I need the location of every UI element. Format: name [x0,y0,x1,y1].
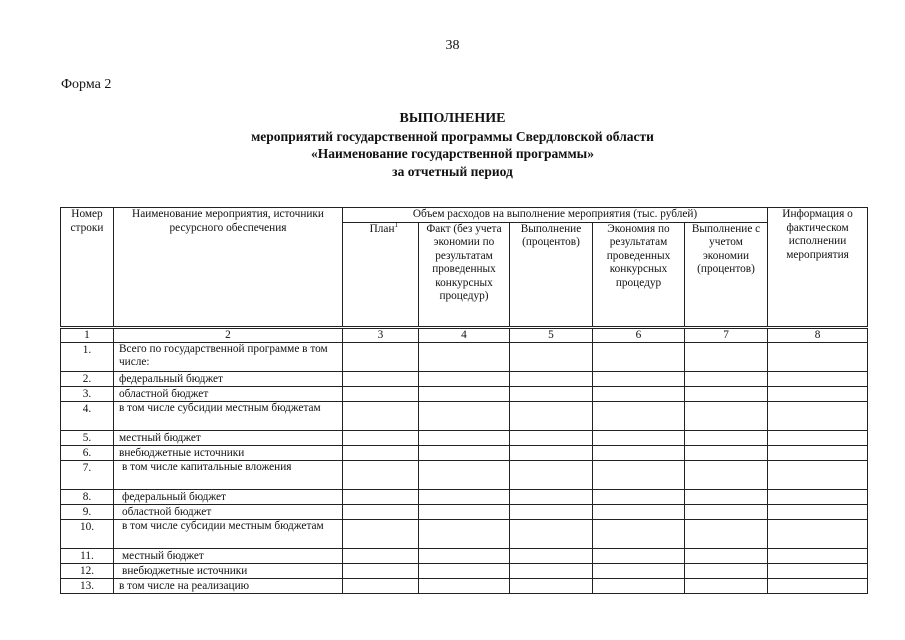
table-row [61,578,868,593]
value-cell [510,563,593,578]
row-number-cell: 2. [61,371,114,386]
value-cell [419,460,510,489]
row-name-cell: внебюджетные источники [114,445,343,460]
value-cell [510,460,593,489]
value-cell [593,504,685,519]
row-number-cell: 4. [61,401,114,430]
value-cell [685,342,768,371]
value-cell [510,504,593,519]
table-row [61,401,868,430]
title-line-3: «Наименование государственной программы» [311,146,594,161]
value-cell [419,342,510,371]
value-cell [593,401,685,430]
value-cell [510,371,593,386]
value-cell [343,519,419,548]
value-cell [593,548,685,563]
value-cell [685,401,768,430]
value-cell [768,519,868,548]
header-row-number: Номер строки [61,208,114,327]
table-row [61,504,868,519]
value-cell [419,386,510,401]
value-cell [685,519,768,548]
value-cell [685,386,768,401]
row-number-cell: 11. [61,548,114,563]
header-name: Наименование мероприятия, источники ресурсного обеспечения [114,208,343,327]
row-name-cell: федеральный бюджет [114,371,343,386]
column-number: 2 [114,328,343,342]
row-name-cell: в том числе субсидии местным бюджетам [114,401,343,430]
row-name-cell: в том числе капитальные вложения [114,460,343,489]
row-name-cell: в том числе на реализацию [114,578,343,593]
header-fact: Факт (без учета экономии по результатам проведенных конкурсных процедур) [419,222,510,326]
value-cell [685,460,768,489]
value-cell [768,548,868,563]
value-cell [343,548,419,563]
value-cell [343,504,419,519]
value-cell [768,371,868,386]
value-cell [768,460,868,489]
row-number-cell: 6. [61,445,114,460]
value-cell [419,563,510,578]
value-cell [685,489,768,504]
value-cell [768,504,868,519]
column-number: 6 [593,328,685,342]
row-name-cell: местный бюджет [114,430,343,445]
value-cell [593,563,685,578]
value-cell [685,430,768,445]
row-number-cell: 10. [61,519,114,548]
row-number-cell: 8. [61,489,114,504]
value-cell [685,563,768,578]
value-cell [419,430,510,445]
value-cell [510,489,593,504]
table-row [61,519,868,548]
table-row [61,460,868,489]
table-header [61,208,868,343]
title-line-1: ВЫПОЛНЕНИЕ [399,111,506,126]
row-name-cell: областной бюджет [114,504,343,519]
value-cell [685,548,768,563]
value-cell [593,519,685,548]
table-row [61,489,868,504]
row-number-cell: 7. [61,460,114,489]
table-body [61,342,868,593]
value-cell [510,548,593,563]
report-table [60,207,868,594]
column-numbers-row [61,328,868,342]
value-cell [768,563,868,578]
document-title [0,110,905,180]
column-number: 1 [61,328,114,342]
value-cell [419,548,510,563]
row-name-cell: федеральный бюджет [114,489,343,504]
table-row [61,563,868,578]
row-name-cell: в том числе субсидии местным бюджетам [114,519,343,548]
value-cell [768,430,868,445]
value-cell [593,460,685,489]
row-name-cell: Всего по государственной программе в том числе: [114,342,343,371]
column-number: 7 [685,328,768,342]
row-name-cell: внебюджетные источники [114,563,343,578]
row-name-cell: областной бюджет [114,386,343,401]
header-execution: Выполнение (процентов) [510,222,593,326]
value-cell [343,401,419,430]
value-cell [510,519,593,548]
value-cell [768,578,868,593]
value-cell [510,578,593,593]
value-cell [419,445,510,460]
value-cell [343,489,419,504]
value-cell [593,371,685,386]
value-cell [510,401,593,430]
row-number-cell: 3. [61,386,114,401]
header-info: Информация о фактическом исполнении мероприятия [768,208,868,327]
value-cell [343,430,419,445]
table-row [61,548,868,563]
title-line-2: мероприятий государственной программы Свердловской области [251,128,654,144]
title-line-4: за отчетный период [392,163,513,179]
value-cell [343,445,419,460]
plan-footnote: 1 [394,220,398,229]
value-cell [593,342,685,371]
value-cell [343,578,419,593]
value-cell [510,430,593,445]
value-cell [768,445,868,460]
header-savings: Экономия по результатам проведенных конкурсных процедур [593,222,685,326]
row-name-cell: местный бюджет [114,548,343,563]
value-cell [768,342,868,371]
value-cell [685,504,768,519]
value-cell [685,445,768,460]
value-cell [419,578,510,593]
value-cell [593,386,685,401]
row-number-cell: 9. [61,504,114,519]
table-row [61,386,868,401]
column-number: 4 [419,328,510,342]
table-row [61,430,868,445]
value-cell [419,504,510,519]
value-cell [343,563,419,578]
column-number: 8 [768,328,868,342]
column-number: 3 [343,328,419,342]
value-cell [768,401,868,430]
value-cell [419,489,510,504]
row-number-cell: 12. [61,563,114,578]
column-number: 5 [510,328,593,342]
value-cell [510,386,593,401]
value-cell [419,371,510,386]
value-cell [768,386,868,401]
value-cell [685,371,768,386]
row-number-cell: 1. [61,342,114,371]
value-cell [593,489,685,504]
value-cell [343,342,419,371]
value-cell [768,489,868,504]
header-plan: План$^1$ [343,222,419,326]
value-cell [510,445,593,460]
page-number: 38 [445,38,460,53]
value-cell [419,519,510,548]
value-cell [343,371,419,386]
value-cell [593,430,685,445]
value-cell [593,578,685,593]
table-row [61,371,868,386]
value-cell [593,445,685,460]
value-cell [510,342,593,371]
value-cell [685,578,768,593]
row-number-cell: 5. [61,430,114,445]
table-row [61,445,868,460]
form-label: Форма 2 [61,77,112,92]
row-number-cell: 13. [61,578,114,593]
value-cell [343,386,419,401]
table-row [61,342,868,371]
value-cell [343,460,419,489]
value-cell [419,401,510,430]
header-expense-group: Объем расходов на выполнение мероприятия (тыс. рублей) [343,208,768,223]
header-execution-with-savings: Выполнение с учетом экономии (процентов) [685,222,768,326]
